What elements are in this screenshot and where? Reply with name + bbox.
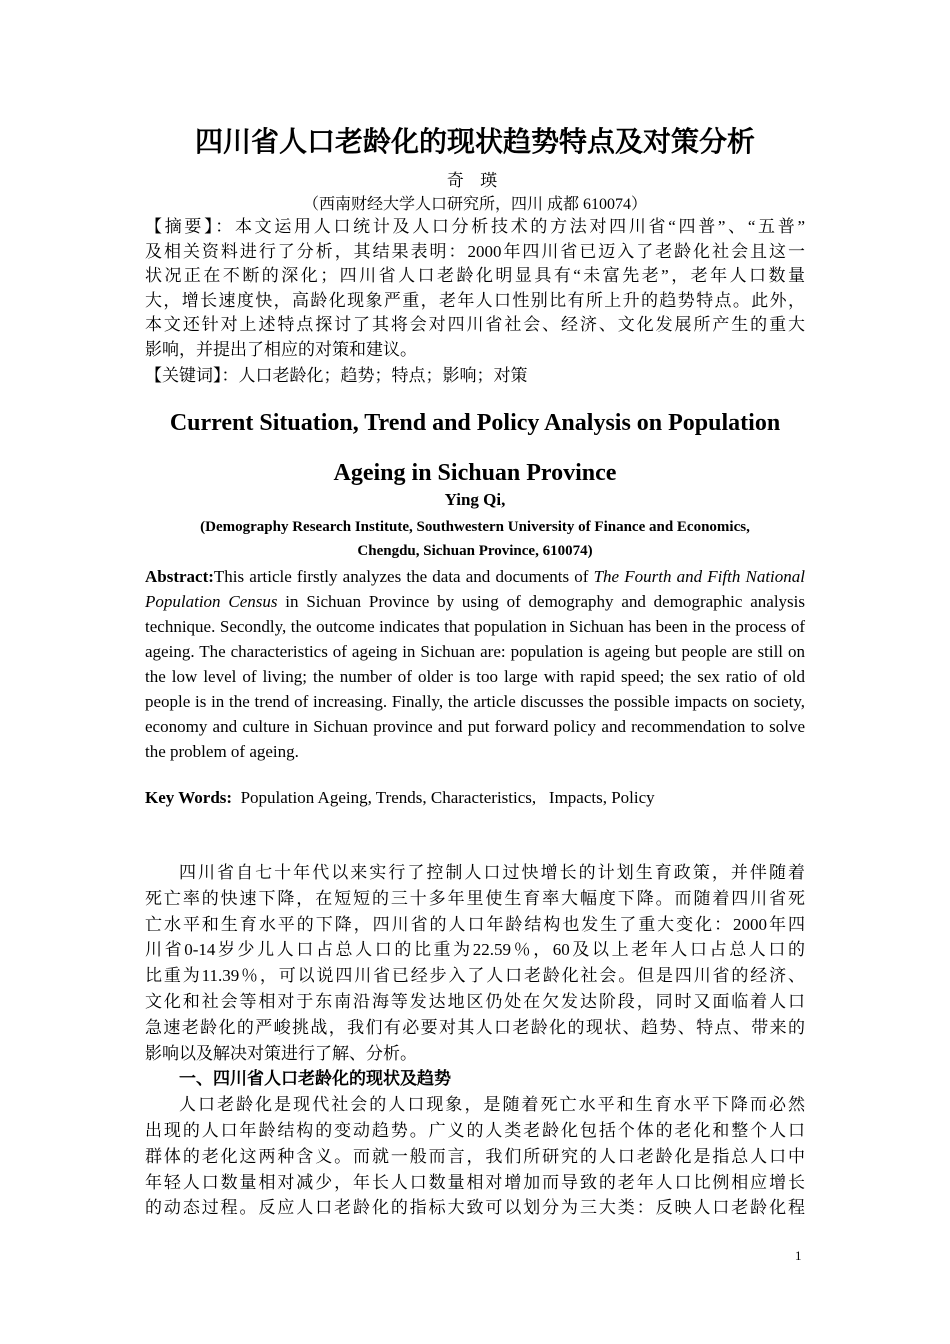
- text-line: 大，增长速度快，高龄化现象严重，老年人口性别比有所上升的趋势特点。此外，: [145, 290, 805, 310]
- text-line: 及相关资料进行了分析，其结果表明：2000年四川省已迈入了老龄化社会且这一: [145, 241, 805, 261]
- text-line: 群体的老化这两种含义。而就一般而言，我们所研究的人口老龄化是指总人口中: [145, 1146, 805, 1166]
- text-line: 【摘要】：本文运用人口统计及人口分析技术的方法对四川省“四普”、“五普”: [145, 217, 805, 236]
- keywords-en-label: Key Words:: [145, 788, 233, 807]
- abstract-en-text-1: This article firstly analyzes the data and documents of: [213, 567, 594, 586]
- affiliation-en-line-1: (Demography Research Institute, Southwestern University of Finance and Economics,: [200, 519, 750, 535]
- text-line: 文化和社会等相对于东南沿海等发达地区仍处在欠发达阶段，同时又面临着人口: [145, 991, 805, 1011]
- english-title: [145, 398, 805, 498]
- text-line: 川省0-14岁少儿人口占总人口的比重为22.59％，60及以上老年人口占总人口的: [145, 940, 805, 960]
- abstract-en-label: Abstract:: [145, 567, 214, 586]
- text-line: 死亡率的快速下降，在短短的三十多年里使生育率大幅度下降。而随着四川省死: [145, 888, 805, 908]
- english-title-line-1: Current Situation, Trend and Policy Analysis on Population: [169, 410, 781, 436]
- text-line: 急速老龄化的严峻挑战，我们有必要对其人口老龄化的现状、趋势、特点、带来的: [145, 1017, 805, 1037]
- text-line: 亡水平和生育水平的下降，四川省的人口年龄结构也发生了重大变化：2000年四: [145, 914, 805, 934]
- abstract-zh: [145, 215, 805, 363]
- abstract-en-text-2: in Sichuan Province by using of demography and demographic analysis technique. Secondly, the outcome indicates that population in Sichuan has been in the process of ageing. The characteristics of ageing in Sichuan are: population is ageing but people are still on the low level of living; the number of older is too large with rapid speed; the sex ratio of old people is in the trend of increasing. Finally, the article discusses the possible impacts on society, economy and culture in Sichuan province and put forward policy and recommendation to solve the problem of ageing.: [145, 592, 805, 761]
- author-en: Ying Qi,: [444, 490, 506, 509]
- abstract-en: [145, 564, 805, 764]
- affiliation-en: [145, 515, 805, 563]
- affiliation-en-line-2: Chengdu, Sichuan Province, 610074): [357, 543, 593, 559]
- text-line: 人口老龄化是现代社会的人口现象，是随着死亡水平和生育水平下降而必然: [179, 1095, 805, 1115]
- text-line: 本文还针对上述特点探讨了其将会对四川省社会、经济、文化发展所产生的重大: [145, 315, 805, 335]
- keywords-zh-text: 【关键词】：人口老龄化；趋势；特点；影响；对策: [145, 366, 528, 385]
- text-line: 比重为11.39％，可以说四川省已经步入了人口老龄化社会。但是四川省的经济、: [145, 966, 805, 986]
- keywords-en-text: Population Ageing, Trends, Characteristics, Impacts, Policy: [232, 788, 655, 807]
- page-number: 1: [795, 1248, 802, 1263]
- english-title-line-2: Ageing in Sichuan Province: [333, 460, 617, 486]
- text-line: 影响，并提出了相应的对策和建议。: [145, 339, 417, 359]
- text-line: 四川省自七十年代以来实行了控制人口过快增长的计划生育政策，并伴随着: [179, 863, 805, 882]
- body-text: [145, 860, 805, 1221]
- keywords-zh: [145, 364, 805, 389]
- affiliation: （西南财经大学人口研究所，四川 成都 610074）: [302, 196, 647, 213]
- paper-title: 四川省人口老龄化的现状趋势特点及对策分析: [194, 127, 755, 158]
- keywords-en: [145, 788, 805, 808]
- abstract-en-census-title: The Fourth and Fifth National Population Census: [145, 567, 805, 611]
- text-line: 出现的人口年龄结构的变动趋势。广义的人类老龄化包括个体的老化和整个人口: [145, 1120, 805, 1140]
- text-line: 的动态过程。反应人口老龄化的指标大致可以划分为三大类：反映人口老龄化程: [145, 1198, 805, 1218]
- author: 奇 瑛: [446, 171, 504, 190]
- text-line: 状况正在不断的深化；四川省人口老龄化明显具有“未富先老”，老年人口数量: [145, 266, 805, 286]
- section-heading: 一、四川省人口老龄化的现状及趋势: [179, 1069, 451, 1089]
- text-line: 年轻人口数量相对减少，年长人口数量相对增加而导致的老年人口比例相应增长: [145, 1172, 805, 1192]
- text-line: 影响以及解决对策进行了解、分析。: [145, 1043, 417, 1063]
